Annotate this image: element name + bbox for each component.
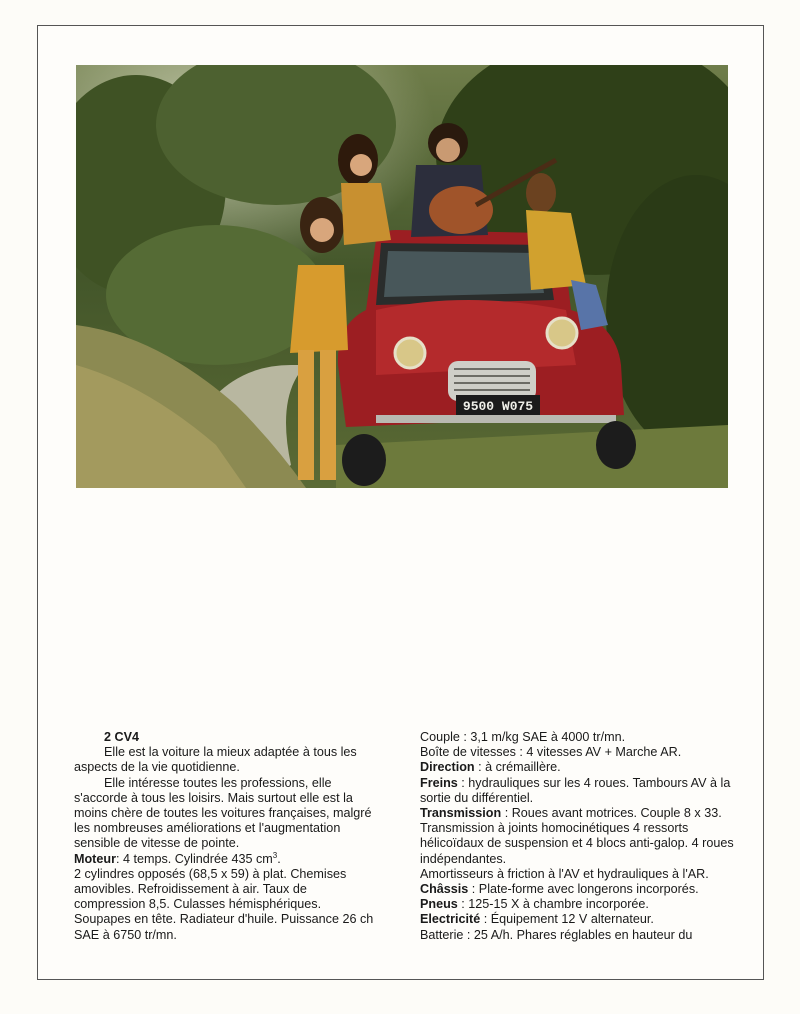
freins-text: : hydrauliques sur les 4 roues. Tambours AV à la sortie du différentiel. [420, 775, 731, 805]
moteur-label: Moteur [74, 851, 116, 866]
transmission-text: : Roues avant motrices. Couple 8 x 33. Transmission à joints homocinétiques 4 ressorts hélicoïdaux de suspension et 4 blocs anti-galop. 4 roues indépendantes. [420, 806, 734, 866]
direction-spec [420, 760, 750, 775]
direction-label: Direction [420, 760, 475, 775]
left-text-column [74, 730, 374, 943]
moteur-text: : 4 temps. Cylindrée 435 cm [115, 851, 273, 866]
electricite-spec [420, 912, 750, 927]
section-heading: 2 CV4 [104, 730, 140, 744]
transmission-spec [420, 806, 750, 867]
direction-text: : à crémaillère. [474, 760, 561, 775]
right-text-column [420, 730, 750, 943]
pneus-spec [420, 897, 750, 912]
paragraph-intro: Elle est la voiture la mieux adaptée à tous les aspects de la vie quotidienne. [74, 745, 357, 775]
moteur-superscript: 3 [272, 850, 278, 860]
car-photo [76, 65, 728, 488]
electricite-text: : Équipement 12 V alternateur. [480, 912, 654, 927]
freins-label: Freins [420, 775, 458, 790]
pneus-text: : 125-15 X à chambre incorporée. [457, 897, 649, 912]
chassis-spec [420, 882, 750, 897]
boite-spec: Boîte de vitesses : 4 vitesses AV + Marche AR. [420, 745, 682, 760]
license-plate: 9500 W075 [462, 399, 534, 414]
freins-spec [420, 776, 750, 806]
batterie-spec: Batterie : 25 A/h. Phares réglables en hauteur du [420, 927, 693, 942]
electricite-label: Electricité [420, 912, 481, 927]
transmission-label: Transmission [420, 806, 502, 821]
amortisseurs-spec: Amortisseurs à friction à l'AV et hydrauliques à l'AR. [420, 866, 709, 881]
moteur-details: 2 cylindres opposés (68,5 x 59) à plat. Chemises amovibles. Refroidissement à air. Taux de compression 8,5. Culasses hémisphériques. Soupapes en tête. Radiateur d'huile. Puissance 26 ch SAE à 6750 tr/mn. [74, 866, 374, 942]
moteur-text-end: . [277, 851, 281, 866]
chassis-text: : Plate-forme avec longerons incorporés. [468, 882, 699, 897]
paragraph-professions: Elle intéresse toutes les professions, elle s'accorde à tous les loisirs. Mais surtout elle est la moins chère de toutes les voitures françaises, malgré les nombreuses améliorations et l'augmentation sensible de vitesse de pointe. [74, 775, 372, 851]
pneus-label: Pneus [420, 897, 458, 912]
couple-spec: Couple : 3,1 m/kg SAE à 4000 tr/mn. [420, 730, 626, 744]
chassis-label: Châssis [420, 882, 469, 897]
moteur-spec [74, 852, 374, 867]
